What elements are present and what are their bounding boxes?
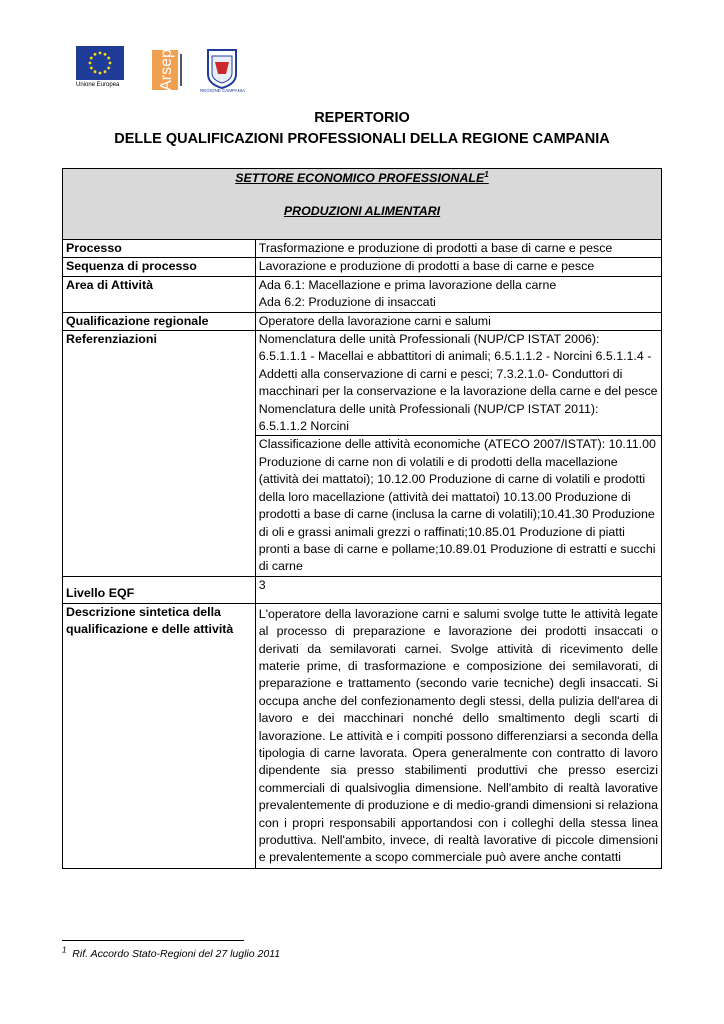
table-row: [63, 331, 662, 436]
table-row: [63, 603, 662, 868]
row-label: Sequenza di processo: [63, 258, 256, 276]
footnote-number: 1: [62, 945, 67, 955]
row-value: Lavorazione e produzione di prodotti a base di carne e pesce: [255, 258, 661, 276]
sector-header: [63, 169, 662, 240]
row-value: [255, 276, 661, 312]
title-line-1: REPERTORIO: [314, 110, 410, 126]
ada-6-2: Ada 6.2: Produzione di insaccati: [258, 295, 436, 310]
table-row: [63, 240, 662, 258]
nup-2011-codes: 6.5.1.1.2 Norcini: [258, 419, 349, 434]
qualification-table: [62, 168, 662, 869]
sector-label: SETTORE ECONOMICO PROFESSIONALE: [235, 171, 485, 185]
table-row: [63, 258, 662, 276]
row-value-nup: [255, 331, 661, 436]
row-value: Operatore della lavorazione carni e salumi: [255, 312, 661, 330]
footnote: [62, 945, 281, 960]
arsep-text: Arsep: [158, 50, 175, 90]
regione-label: REGIONE CAMPANIA: [200, 88, 246, 93]
page-title: [0, 108, 724, 150]
nup-2006-codes: 6.5.1.1.1 - Macellai e abbattitori di animali; 6.5.1.1.2 - Norcini 6.5.1.1.4 - Addetti alla conservazione di carni e pesci; 7.3.2.1.0- Conduttori di macchinari per la conservazione e la lavorazione della carne e del pesce: [258, 349, 658, 399]
eu-label: Unione Europea: [76, 82, 120, 88]
title-line-2: DELLE QUALIFICAZIONI PROFESSIONALI DELLA REGIONE CAMPANIA: [114, 131, 610, 147]
regione-campania-logo: [200, 48, 246, 93]
row-label: Livello EQF: [63, 576, 256, 603]
table-header-row: [63, 169, 662, 240]
eu-flag-logo: [76, 46, 124, 80]
nup-2011-title: Nomenclatura delle unità Professionali (NUP/CP ISTAT 2011):: [258, 401, 599, 416]
table-row: [63, 576, 662, 603]
row-value-ateco: Classificazione delle attività economiche (ATECO 2007/ISTAT): 10.11.00 Produzione di carne non di volatili e di prodotti della macellazione (attività dei mattatoi); 10.12.00 Produzione di carne di volatili e prodotti della loro macellazione (attività dei mattatoi) 10.13.00 Produzione di prodotti a base di carne (inclusa la carne di volatili);10.41.30 Produzione di oli e grassi animali grezzi o raffinati;10.85.01 Produzione di piatti pronti a base di carne e pollame;10.89.01 Produzione di estratti e succhi di carne: [255, 436, 661, 576]
row-label: Processo: [63, 240, 256, 258]
row-value: L'operatore della lavorazione carni e salumi svolge tutte le attività legate al processo di preparazione e lavorazione dei prodotti insaccati o derivati da semilavorati carnei. Svolge attività di ricevimento delle materie prime, di trasformazione e composizione dei semilavorati, di preparazione e trattamento (secondo varie tecniche) degli insaccati. Si occupa anche del confezionamento degli stessi, della pulizia dell'area di lavoro e dei macchinari nonché dello smaltimento degli scarti di lavorazione. Le attività e i compiti possono differenziarsi a seconda della tipologia di carne lavorata. Opera generalmente con contratto di lavoro dipendente sia presso stabilimenti produttivi che presso esercizi commerciali di qualsivoglia dimensione. Nell'ambito di realtà lavorative prevalentemente di produzione e di medio-grandi dimensioni si relaziona con i propri responsabili apportandosi con i colleghi della stessa linea produttiva. Nell'ambito, invece, di realtà lavorative di piccole dimensioni e prevalentemente a scopo commerciale può avere anche contatti: [255, 603, 661, 868]
ada-6-1: Ada 6.1: Macellazione e prima lavorazione della carne: [258, 277, 557, 292]
table-row: [63, 312, 662, 330]
footnote-ref: 1: [484, 169, 489, 179]
row-value: 3: [255, 576, 661, 603]
footnote-text: Rif. Accordo Stato-Regioni del 27 luglio 2011: [72, 948, 281, 960]
row-label: Qualificazione regionale: [63, 312, 256, 330]
row-value: Trasformazione e produzione di prodotti a base di carne e pesce: [255, 240, 661, 258]
sector-name: PRODUZIONI ALIMENTARI: [283, 204, 441, 219]
row-label: Area di Attività: [63, 276, 256, 312]
arsep-logo: [152, 50, 196, 90]
table-row: [63, 276, 662, 312]
row-label: Referenziazioni: [63, 331, 256, 577]
eu-stars-icon: [76, 46, 124, 80]
nup-2006-title: Nomenclatura delle unità Professionali (NUP/CP ISTAT 2006):: [258, 332, 600, 347]
row-label: Descrizione sintetica della qualificazione e delle attività: [63, 603, 256, 868]
footnote-separator: [62, 940, 244, 941]
